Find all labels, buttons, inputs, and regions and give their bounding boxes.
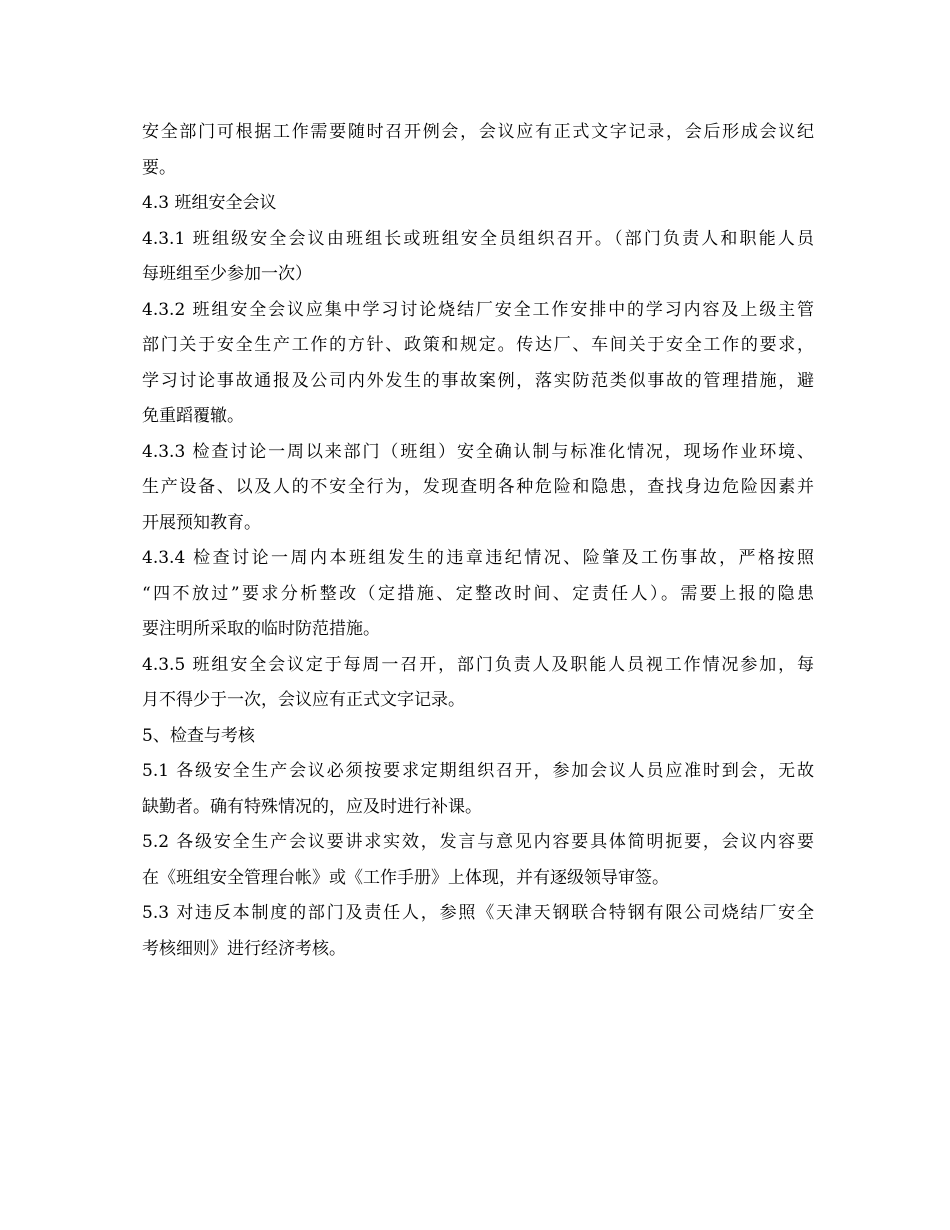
text-line: 免重蹈覆辙。 (142, 406, 244, 426)
text-line: 考核细则》进行经济考核。 (142, 938, 346, 959)
text-line: 每班组至少参加一次） (142, 264, 312, 284)
text-line: 4.3.1 班组级安全会议由班组长或班组安全员组织召开。（部门负责人和职能人员 (142, 228, 814, 249)
text-line: 月不得少于一次，会议应有正式文字记录。 (142, 690, 465, 710)
text-line: 在《班组安全管理台帐》或《工作手册》上体现，并有逐级领导审签。 (142, 867, 669, 888)
text-line: 4.3 班组安全会议 (142, 193, 277, 213)
text-line: 5.3 对违反本制度的部门及责任人，参照《天津天钢联合特钢有限公司烧结厂安全 (142, 903, 814, 923)
text-line: 5、检查与考核 (142, 725, 255, 746)
text-line: 4.3.5 班组安全会议定于每周一召开，部门负责人及职能人员视工作情况参加，每 (142, 654, 814, 675)
text-line: 生产设备、以及人的不安全行为，发现查明各种危险和隐患，查找身边危险因素并 (142, 477, 814, 497)
text-line: 安全部门可根据工作需要随时召开例会，会议应有正式文字记录，会后形成会议纪 (142, 122, 814, 142)
text-line: 4.3.3 检查讨论一周以来部门（班组）安全确认制与标准化情况，现场作业环境、 (142, 441, 814, 462)
text-line: 要。 (142, 157, 176, 178)
text-line: 4.3.2 班组安全会议应集中学习讨论烧结厂安全工作安排中的学习内容及上级主管 (142, 299, 814, 320)
text-line: 开展预知教育。 (142, 512, 261, 533)
text-line: 要注明所采取的临时防范措施。 (142, 619, 380, 639)
text-line: 5.2 各级安全生产会议要讲求实效，发言与意见内容要具体简明扼要，会议内容要 (142, 832, 814, 852)
text-line: 部门关于安全生产工作的方针、政策和规定。传达厂、车间关于安全工作的要求， (142, 335, 814, 355)
document-body (142, 115, 814, 967)
text-line: “四不放过”要求分析整改（定措施、定整改时间、定责任人）。需要上报的隐患 (142, 583, 814, 604)
text-line: 4.3.4 检查讨论一周内本班组发生的违章违纪情况、险肇及工伤事故，严格按照 (142, 548, 814, 568)
text-line: 缺勤者。确有特殊情况的，应及时进行补课。 (142, 796, 482, 817)
text-line: 学习讨论事故通报及公司内外发生的事故案例，落实防范类似事故的管理措施，避 (142, 370, 814, 391)
text-line: 5.1 各级安全生产会议必须按要求定期组织召开，参加会议人员应准时到会，无故 (142, 761, 814, 781)
